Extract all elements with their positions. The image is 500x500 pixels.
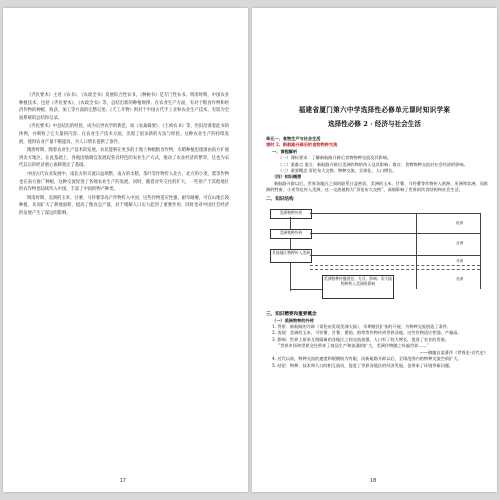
key-concepts-line: 2. 表现：美洲的玉米、马铃薯、甘薯、番茄、烟草等作物传到世界各地，这些作物适应性强、产量高。 xyxy=(272,330,462,336)
left-paragraph-1: 《齐民要术》主述《农书》、《农政全书》发展综合性农书。《种树书》是专门性农书。明清时期，中国农业种植技术，包括《齐民要术》、《农政全书》等，总结出新的种植规律。在农业生产方面，有对于粮食作物和经济作物的种植、收获、加工等方面的完整记述。《天工开物》则对于中国古代手工业和农业生产技术，有较为全面系统的总结和记录。 xyxy=(19,93,229,121)
section-2-heading: （四）知识概要 xyxy=(272,174,302,180)
diagram-dashed-line xyxy=(310,265,480,266)
section-1-item: （二）重难点 重点：新航路开辟后美洲作物的传入及其影响；难点：食物物种交流对社会经济的影响。 xyxy=(278,161,468,167)
section-1-item: （一）课标要求：了解新航路开辟后食物物种交流及其影响。 xyxy=(278,155,392,161)
diagram-label: 非洲 xyxy=(456,258,464,263)
diagram-label: 亚洲 xyxy=(456,240,464,245)
left-paragraph-2: 《齐民要术》中总结出的经验，成为后世农学的典范，如《农桑辑要》、《王祯农书》等，仍旧沿袭着此书的体例，并吸收了它大量的内容。在农业生产技术方面，出现了很多新的方法与经验。这种农业生产的持续发展，使得农业产量不断提高，为人口增长提供了条件。 xyxy=(19,124,229,145)
left-page xyxy=(3,8,248,492)
left-paragraph-4: 中国古代农业发展中，南北方的交流日益频繁，南方的水稻、茶叶等作物传入北方，北方的小麦、粟等作物也在南方推广种植，这种交流促进了各地农业生产的发展。同时，随着对外交往的扩大，一些原产于其他地区的农作物也陆续传入中国，丰富了中国的物产种类。 xyxy=(19,171,229,193)
document-title: 福建省厦门第六中学选择性必修单元课时知识学案 xyxy=(298,106,451,114)
diagram-label: 欧洲 xyxy=(456,220,464,225)
diagram-top-box: 美洲物种外传 xyxy=(270,209,312,219)
section-1-heading: 一、课程解析 xyxy=(272,148,298,154)
section-1-item: （三）重要概念 哥伦布大交换、物种交流、全球化、人口增长。 xyxy=(278,168,397,174)
knowledge-structure-diagram xyxy=(266,207,488,305)
closing-line: 4. 近代以前，物种交流的速度和规模较为有限，而新航路开辟以后，全球范围内的物种交流空前扩大。 xyxy=(272,356,462,362)
quote-line: “世界市场和世界交往带来了商品生产和流通的扩大，美洲作物随之传遍世界……” xyxy=(278,343,429,349)
quote-source: ——摘编自某著作《世界史·近代史》 xyxy=(419,349,488,355)
right-page-body xyxy=(266,136,488,369)
closing-line: 5. 结论：物种、技术和人口的相互流动，促进了世界各地区的经济发展，也带来了环境等新问题。 xyxy=(272,362,454,368)
diagram-vertical-connector xyxy=(480,213,481,289)
left-paragraph-3: 隋唐时期，随着农业生产技术的发展，农民能够在更多的土地上种植粮食作物，水稻种植也逐渐由南方扩展到北方地区。在此基础上，各地因地制宜发展起各具特色的农业生产方式，推动了农业经济的繁荣，这也为宋代以后的经济重心南移奠定了基础。 xyxy=(19,148,229,169)
unit-line: 单元一、食物生产与社会生活 xyxy=(266,136,321,141)
right-page-number: 18 xyxy=(370,478,377,484)
diagram-vertical-connector xyxy=(416,213,417,289)
document-subtitle: 选择性必修 2 · 经济与社会生活 xyxy=(328,120,421,128)
diagram-branch-line xyxy=(290,289,322,290)
diagram-top-line xyxy=(310,213,480,214)
diagram-branch-line xyxy=(310,233,480,234)
key-concepts-subheading: （一）美洲物种的外传 xyxy=(272,317,314,323)
right-page xyxy=(252,8,497,492)
diagram-mid-box: 其他地区物种传入美洲 xyxy=(270,249,312,263)
left-page-body xyxy=(19,92,229,219)
diagram-left-box: 美洲物种外传 xyxy=(270,229,312,239)
knowledge-structure-heading: 二、知识结构 xyxy=(266,196,294,202)
diagram-bottom-box: 美洲物种传播途径、方式、影响；旧大陆物种传入美洲的影响 xyxy=(322,275,394,299)
key-concepts-line: 3. 影响：世界上原来互相隔离的各地区之间交流加强，人口有了较大增长，促进了农业的发展。 xyxy=(272,336,450,342)
lesson-line: 课时 2、新航路开辟后的食物物种交流 xyxy=(266,142,338,148)
left-page-number: 17 xyxy=(119,478,126,484)
key-concepts-line: 1. 背景：新航路的开辟（哥伦布发现美洲大陆），早期殖民扩张的开展，为物种交流创造了条件。 xyxy=(272,324,452,330)
diagram-label: 美洲 xyxy=(456,276,464,281)
key-concepts-heading: 三、知识精要和重要概念 xyxy=(266,311,317,317)
diagram-branch-line xyxy=(310,255,480,256)
left-paragraph-5: 明清时期，美洲的玉米、甘薯、马铃薯等高产作物传入中国，这些作物适应性强，耐旱耐瘠，可在山地丘陵种植，从而扩大了耕地面积，提高了粮食总产量，对于缓解人口压力起到了重要作用，同时也对中国社会经济的发展产生了深远的影响。 xyxy=(19,195,229,216)
summary-text: 新航路开辟以后，世界各地区之间的联系日益密切，美洲的玉米、甘薯、马铃薯等作物传入欧洲、亚洲和非洲，而欧洲的牲畜、小麦等也传入美洲，这一交流被称为“哥伦布大交换”，深刻影响了世界的饮食结构和社会生活。 xyxy=(266,180,488,193)
diagram-dashed-line xyxy=(310,269,480,270)
